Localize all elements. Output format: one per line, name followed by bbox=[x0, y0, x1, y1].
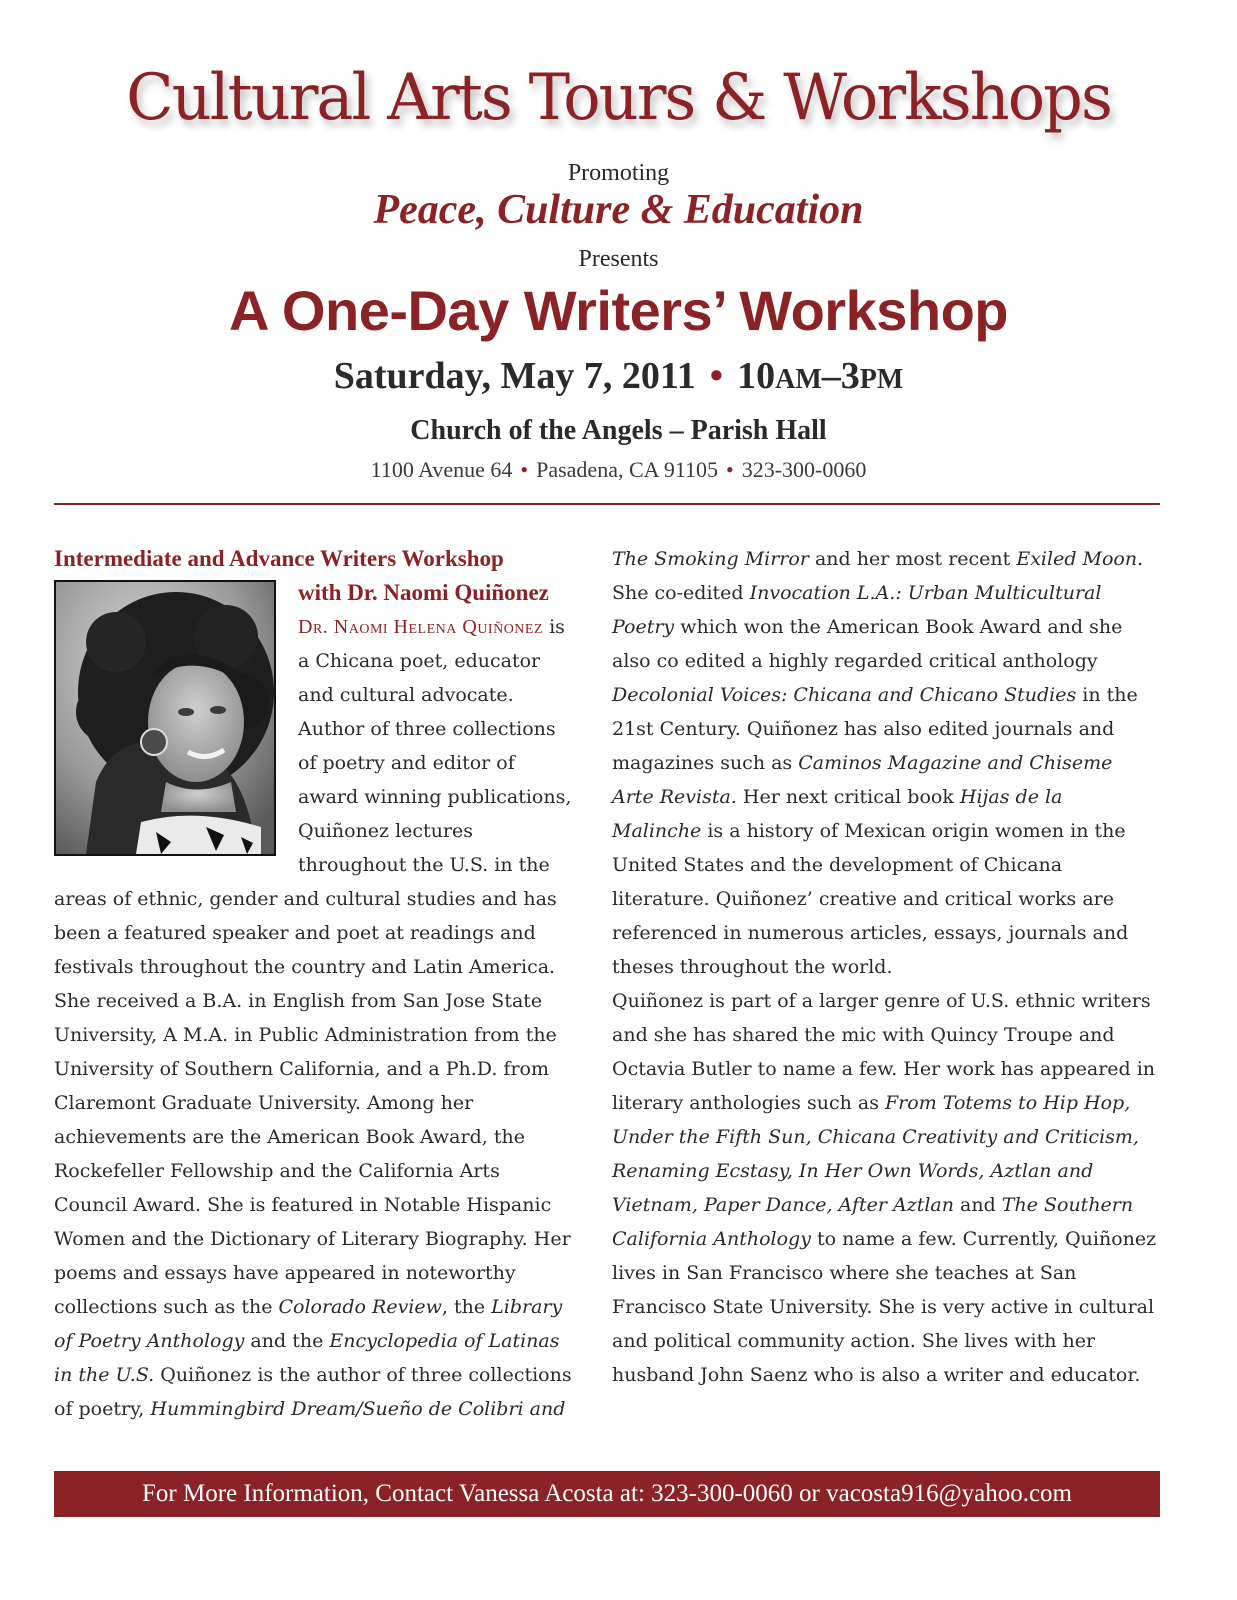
divider-rule bbox=[54, 503, 1160, 505]
promoting-label: Promoting bbox=[567, 160, 670, 186]
separator-dot: • bbox=[520, 457, 529, 482]
venue-name: Church of the Angels – Parish Hall bbox=[410, 415, 827, 446]
venue-address bbox=[0, 457, 1237, 483]
workshop-heading-line2: with Dr. Naomi Quiñonez bbox=[298, 580, 549, 605]
author-name: Dr. Naomi Helena Quiñonez bbox=[298, 616, 544, 638]
workshop-heading-line1: Intermediate and Advance Writers Workshop bbox=[54, 546, 504, 571]
event-date: Saturday, May 7, 2011 bbox=[333, 355, 696, 397]
event-date-time bbox=[0, 354, 1237, 398]
bio-paragraph-left: Dr. Naomi Helena Quiñonez is a Chicana poet, educator and cultural advocate. Author of three collections of poetry and editor of award winning publications, Quiñonez lectures throughout the U.S. in the areas of ethnic, gender and cultural studies and has been a featured speaker and poet at readings and festivals throughout the country and Latin America. She received a B.A. in English from San Jose State University, A M.A. in Public Administration from the University of Southern California, and a Ph.D. from Claremont Graduate University. Among her achievements are the American Book Award, the Rockefeller Fellowship and the California Arts Council Award. She is featured in Notable Hispanic Women and the Dictionary of Literary Biography. Her poems and essays have appeared in noteworthy collections such as the Colorado Review, the Library of Poetry Anthology and the Encyclopedia of Latinas in the U.S. Quiñonez is the author of three collections of poetry, Hummingbird Dream/Sueño de Colibri and bbox=[54, 616, 572, 1420]
author-photo bbox=[54, 580, 276, 856]
article-right-column bbox=[612, 542, 1157, 1392]
presents-label: Presents bbox=[578, 246, 659, 272]
author-photo-image bbox=[56, 582, 274, 854]
article-left-column bbox=[54, 542, 574, 1426]
bio-paragraph-right-1: The Smoking Mirror and her most recent Exiled Moon. She co-edited Invocation L.A.: Urban Multicultural Poetry which won the American Book Award and she also co edited a highly regarded critical anthology Decolonial Voices: Chicana and Chicano Studies in the 21st Century. Quiñonez has also edited journals and magazines such as Caminos Magazine and Chiseme Arte Revista. Her next critical book Hijas de la Malinche is a history of Mexican origin women in the United States and the development of Chicana literature. Quiñonez’ creative and critical works are referenced in numerous articles, essays, journals and theses throughout the world. bbox=[612, 548, 1144, 978]
bio-paragraph-right-2: Quiñonez is part of a larger genre of U.S. ethnic writers and she has shared the mic with Quincy Troupe and Octavia Butler to name a few. Her work has appeared in literary anthologies such as From Totems to Hip Hop, Under the Fifth Sun, Chicana Creativity and Criticism, Renaming Ecstasy, In Her Own Words, Aztlan and Vietnam, Paper Dance, After Aztlan and The Southern California Anthology to name a few. Currently, Quiñonez lives in San Francisco where she teaches at San Francisco State University. She is very active in cultural and political community action. She lives with her husband John Saenz who is also a writer and educator. bbox=[612, 990, 1157, 1386]
separator-dot: • bbox=[709, 355, 724, 397]
event-time: 10AM–3PM bbox=[737, 355, 904, 397]
event-title: A One-Day Writers’ Workshop bbox=[229, 279, 1008, 342]
separator-dot: • bbox=[726, 457, 734, 482]
venue-phone: 323-300-0060 bbox=[741, 457, 867, 482]
city-address: Pasadena, CA 91105 bbox=[536, 457, 718, 482]
tagline: Peace, Culture & Education bbox=[373, 187, 864, 233]
organization-title: Cultural Arts Tours & Workshops bbox=[126, 61, 1111, 135]
street-address: 1100 Avenue 64 bbox=[370, 457, 513, 482]
contact-footer-banner: For More Information, Contact Vanessa Acosta at: 323-300-0060 or vacosta916@yahoo.com bbox=[54, 1471, 1160, 1517]
